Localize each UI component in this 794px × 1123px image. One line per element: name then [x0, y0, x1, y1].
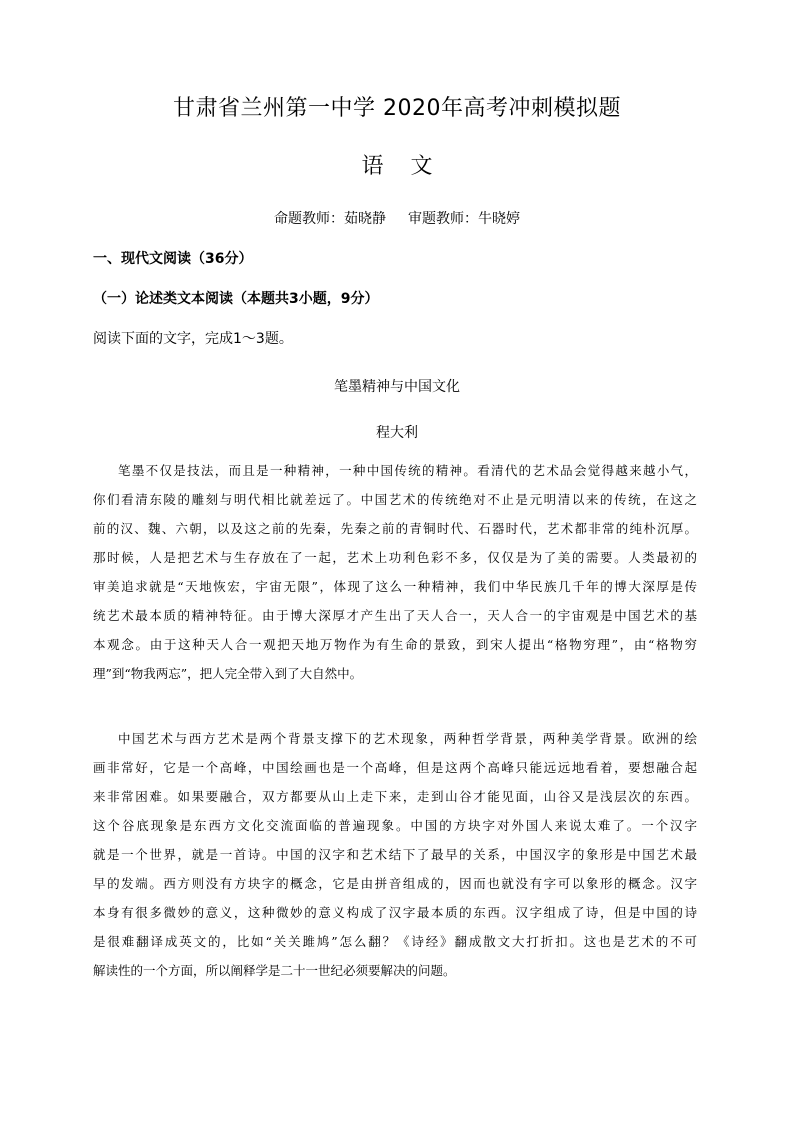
paragraph-line: 画非常好，它是一个高峰，中国绘画也是一个高峰，但是这两个高峰只能远远地看着，要想融合起 [93, 760, 697, 775]
reading-instruction: 阅读下面的文字，完成1～3题。 [93, 331, 293, 347]
paragraph-line: 早的发端。西方则没有方块字的概念，它是由拼音组成的，因而也就没有字可以象形的概念。汉字 [93, 876, 697, 891]
teacher-credits [0, 208, 794, 230]
proposer-teacher: 命题教师：茹晓静 [274, 211, 386, 227]
paragraph-line: 解读性的一个方面，所以阐释学是二十一世纪必须要解决的问题。 [93, 963, 456, 978]
subsection-heading: （一）论述类文本阅读（本题共3小题，9分） [93, 291, 379, 307]
paragraph-line: 来非常困难。如果要融合，双方都要从山上走下来，走到山谷才能见面，山谷又是浅层次的东西。 [93, 789, 697, 804]
section-heading: 一、现代文阅读（36分） [93, 251, 253, 267]
paragraph-line: 那时候，人是把艺术与生存放在了一起，艺术上功利色彩不多，仅仅是为了美的需要。人类最初的 [93, 550, 697, 565]
paragraph-line: 就是一个世界，就是一首诗。中国的汉字和艺术结下了最早的关系，中国汉字的象形是中国艺术最 [93, 847, 697, 862]
paragraph-line: 前的汉、魏、六朝，以及这之前的先秦，先秦之前的青铜时代、石器时代，艺术都非常的纯朴沉厚。 [93, 521, 697, 536]
paragraph-line: 中国艺术与西方艺术是两个背景支撑下的艺术现象，两种哲学背景，两种美学背景。欧洲的绘 [118, 731, 697, 746]
paragraph-line: 你们看清东陵的雕刻与明代相比就差远了。中国艺术的传统绝对不止是元明清以来的传统，在这之 [93, 492, 697, 507]
paragraph-line: 这个谷底现象是东西方文化交流面临的普遍现象。中国的方块字对外国人来说太难了。一个汉字 [93, 818, 697, 833]
exam-title: 甘肃省兰州第一中学 2020年高考冲刺模拟题 [173, 96, 621, 121]
subject-title: 语 文 [361, 154, 443, 179]
paragraph-line: 笔墨不仅是技法，而且是一种精神，一种中国传统的精神。看清代的艺术品会觉得越来越小气， [118, 463, 697, 478]
article-title: 笔墨精神与中国文化 [334, 379, 460, 395]
article-author: 程大利 [376, 425, 418, 441]
paragraph-line: 是很难翻译成英文的，比如“关关雎鸠”怎么翻？《诗经》翻成散文大打折扣。这也是艺术的不可 [93, 934, 697, 949]
paragraph-line: 本观念。由于这种天人合一观把天地万物作为有生命的景致，到宋人提出“格物穷理”，由“格物穷 [93, 637, 697, 652]
paragraph-line: 统艺术最本质的精神特征。由于博大深厚才产生出了天人合一，天人合一的宇宙观是中国艺术的基 [93, 608, 697, 623]
paragraph-line: 本身有很多微妙的意义，这种微妙的意义构成了汉字最本质的东西。汉字组成了诗，但是中国的诗 [93, 905, 697, 920]
reviewer-teacher: 审题教师：牛晓婷 [408, 211, 520, 227]
paragraph-line: 理”到“物我两忘”，把人完全带入到了大自然中。 [93, 666, 363, 681]
paragraph-line: 审美追求就是“天地恢宏，宇宙无限”，体现了这么一种精神，我们中华民族几千年的博大深厚是传 [93, 579, 697, 594]
